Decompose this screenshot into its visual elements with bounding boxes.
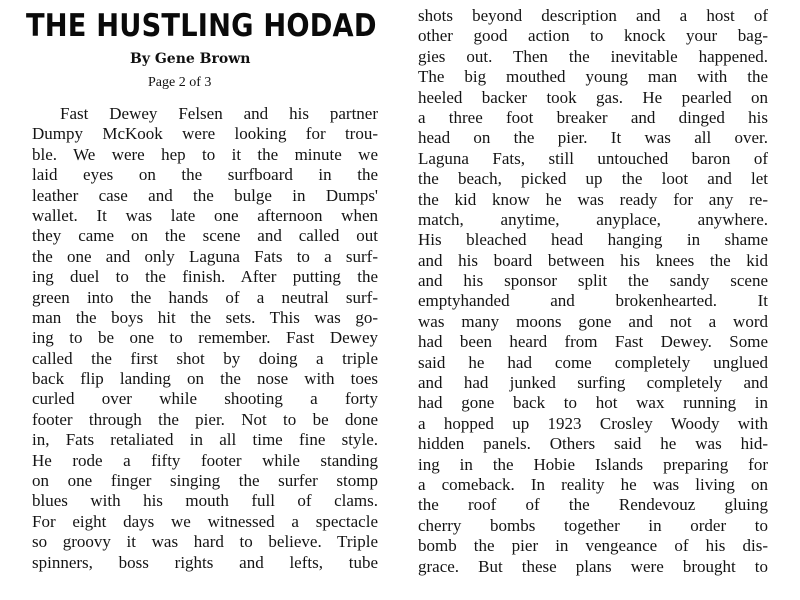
text-line-content: head on the pier. It was all over.: [418, 128, 768, 148]
text-line: [418, 393, 768, 413]
text-line-content: and his sponsor split the sandy scene: [418, 271, 768, 291]
text-line-content: bomb the pier in vengeance of his dis-: [418, 536, 768, 556]
text-line: [32, 165, 378, 185]
text-line-content: His bleached head hanging in shame: [418, 230, 768, 250]
text-line: [32, 226, 378, 246]
text-line: [32, 186, 378, 206]
text-line-content: He rode a fifty footer while standing: [32, 450, 378, 470]
text-line-content: green into the hands of a neutral surf-: [32, 287, 378, 307]
text-line-content: gies out. Then the inevitable happened.: [418, 46, 768, 66]
text-line: [32, 328, 378, 348]
text-line-content: they came on the scene and called out: [32, 226, 378, 246]
text-line-content: man the boys hit the sets. This was go-: [32, 307, 378, 327]
text-line-content: laid eyes on the surfboard in the: [32, 165, 378, 185]
text-line-content: on one finger singing the surfer stomp: [32, 471, 378, 491]
text-line-content: a comeback. In reality he was living on: [418, 474, 768, 494]
text-line-content: shots beyond description and a host of: [418, 6, 768, 25]
text-line-content: cherry bombs together in order to: [418, 515, 768, 535]
text-line-content: grace. But these plans were brought to: [418, 556, 768, 576]
text-line: [32, 532, 378, 552]
text-line-content: the beach, picked up the loot and let: [418, 169, 768, 189]
text-line: [418, 475, 768, 495]
text-line-content: Fast Dewey Felsen and his partner: [60, 104, 378, 123]
text-line: [418, 353, 768, 373]
text-line-content: emptyhanded and brokenhearted. It: [418, 291, 768, 311]
text-line-content: other good action to knock your bag-: [418, 26, 768, 46]
text-line-content: Dumpy McKook were looking for trou-: [32, 124, 378, 144]
text-line: [32, 206, 378, 226]
text-line-content: ing to be one to remember. Fast Dewey: [32, 328, 378, 348]
text-line: [32, 124, 378, 144]
text-line: [32, 288, 378, 308]
text-line-content: spinners, boss rights and lefts, tube: [32, 552, 378, 572]
right-column: [418, 6, 768, 577]
text-line-content: called the first shot by doing a triple: [32, 348, 378, 368]
text-line-content: the kid know he was ready for any re-: [418, 189, 768, 209]
text-line: [418, 557, 768, 577]
text-line: [32, 410, 378, 430]
text-line-content: and his board between his knees the kid: [418, 250, 768, 270]
text-line-content: hidden panels. Others said he was hid-: [418, 434, 768, 454]
text-line-content: match, anytime, anyplace, anywhere.: [418, 209, 768, 229]
text-line: [32, 389, 378, 409]
text-line-content: footer through the pier. Not to be done: [32, 409, 378, 429]
text-line: [418, 128, 768, 148]
text-line-content: heeled backer took gas. He pearled on: [418, 87, 768, 107]
text-line-content: the roof of the Rendevouz gluing: [418, 495, 768, 515]
text-line: [418, 373, 768, 393]
text-line: [418, 26, 768, 46]
text-line: [418, 190, 768, 210]
text-line: [32, 553, 378, 573]
text-line: [418, 47, 768, 67]
text-line: [418, 230, 768, 250]
text-line: [418, 149, 768, 169]
text-line-content: ing in the Hobie Islands preparing for: [418, 454, 768, 474]
text-line: [418, 169, 768, 189]
text-line: [418, 495, 768, 515]
text-line-content: was many moons gone and not a word: [418, 311, 768, 331]
text-line: [418, 536, 768, 556]
text-line-content: curled over while shooting a forty: [32, 389, 378, 409]
text-line: [418, 455, 768, 475]
text-line-content: said he had come completely unglued: [418, 352, 768, 372]
text-line: [32, 430, 378, 450]
text-line: [418, 6, 768, 26]
text-line-content: For eight days we witnessed a spectacle: [32, 511, 378, 531]
text-line: [418, 414, 768, 434]
text-line: [32, 349, 378, 369]
text-line-content: wallet. It was late one afternoon when: [32, 205, 378, 225]
text-line: [418, 251, 768, 271]
text-line: [32, 104, 378, 124]
text-line: [32, 491, 378, 511]
text-line-content: ble. We were hep to it the minute we: [32, 144, 378, 164]
text-line: [32, 369, 378, 389]
text-line: [32, 267, 378, 287]
text-line-content: in, Fats retaliated in all time fine style.: [32, 430, 378, 450]
left-column: [32, 104, 378, 573]
text-line-content: ing duel to the finish. After putting the: [32, 267, 378, 287]
text-line-content: the one and only Laguna Fats to a surf-: [32, 246, 378, 266]
text-line: [418, 312, 768, 332]
text-line: [418, 88, 768, 108]
text-line-content: The big mouthed young man with the: [418, 67, 768, 87]
text-line-content: a hopped up 1923 Crosley Woody with: [418, 413, 768, 433]
text-line: [418, 108, 768, 128]
text-line-content: Laguna Fats, still untouched baron of: [418, 148, 768, 168]
text-line-content: had been heard from Fast Dewey. Some: [418, 332, 768, 352]
text-line: [418, 67, 768, 87]
text-line: [418, 516, 768, 536]
text-line-content: a three foot breaker and dinged his: [418, 107, 768, 127]
text-line-content: blues with his mouth full of clams.: [32, 491, 378, 511]
text-line: [418, 332, 768, 352]
text-line: [418, 271, 768, 291]
text-line-content: leather case and the bulge in Dumps': [32, 185, 378, 205]
byline: By Gene Brown: [130, 51, 251, 67]
article-title: THE HUSTLING HODAD: [26, 8, 377, 44]
text-line-content: had gone back to hot wax running in: [418, 393, 768, 413]
text-line: [418, 434, 768, 454]
text-line: [32, 451, 378, 471]
text-line: [32, 471, 378, 491]
text-line: [32, 308, 378, 328]
text-line: [32, 512, 378, 532]
text-line: [32, 145, 378, 165]
text-line-content: back flip landing on the nose with toes: [32, 369, 378, 389]
text-line-content: and had junked surfing completely and: [418, 373, 768, 393]
text-line: [418, 210, 768, 230]
page-number: Page 2 of 3: [148, 75, 212, 90]
text-line: [418, 291, 768, 311]
text-line-content: so groovy it was hard to believe. Triple: [32, 532, 378, 552]
text-line: [32, 247, 378, 267]
